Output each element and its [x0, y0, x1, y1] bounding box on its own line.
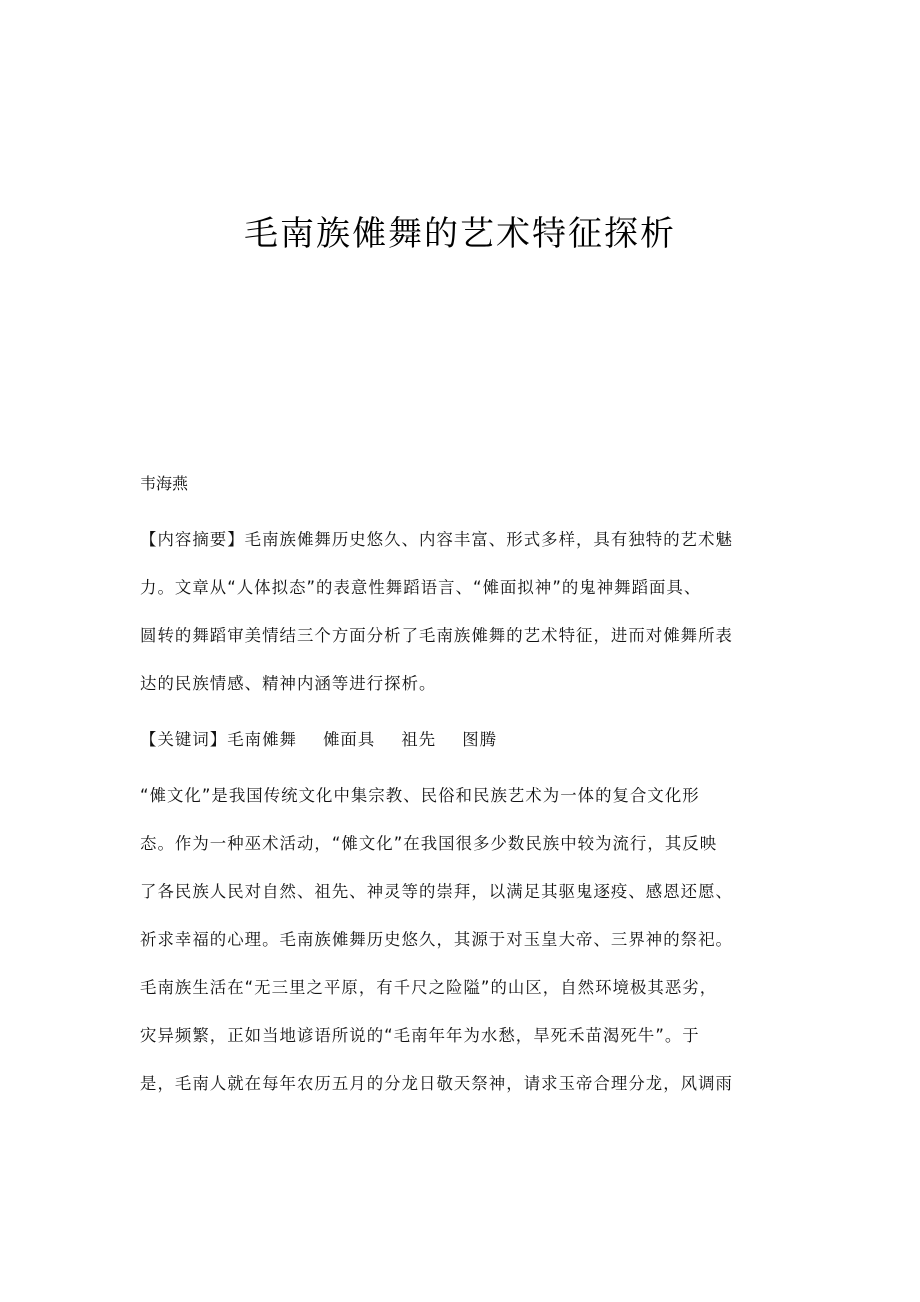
- body-line: 毛南族生活在“无三里之平原，有千尺之险隘”的山区，自然环境极其恶劣，: [140, 978, 718, 997]
- body-line: 灾异频繁，正如当地谚语所说的“毛南年年为水愁，旱死禾苗渴死牛”。于: [140, 1026, 700, 1045]
- abstract-line: 圆转的舞蹈审美情结三个方面分析了毛南族傩舞的艺术特征，进而对傩舞所表: [140, 626, 733, 645]
- body-paragraph: [140, 786, 780, 1122]
- body-line: 是，毛南人就在每年农历五月的分龙日敬天祭神，请求玉帝合理分龙，风调雨: [140, 1074, 733, 1093]
- abstract-line: 【内容摘要】毛南族傩舞历史悠久、内容丰富、形式多样，具有独特的艺术魅: [140, 530, 733, 549]
- keyword-item: 毛南傩舞: [227, 730, 297, 749]
- keyword-item: 图腾: [462, 730, 498, 749]
- body-line: “傩文化”是我国传统文化中集宗教、民俗和民族艺术为一体的复合文化形: [140, 786, 700, 805]
- author-name: 韦海燕: [140, 474, 189, 493]
- keyword-item: 祖先: [401, 730, 437, 749]
- document-title: 毛南族傩舞的艺术特征探析: [244, 214, 676, 254]
- body-line: 态。作为一种巫术活动，“傩文化”在我国很多少数民族中较为流行，其反映: [140, 834, 718, 853]
- keywords-label: 【关键词】: [140, 730, 228, 749]
- abstract-line: 达的民族情感、精神内涵等进行探析。: [140, 674, 437, 693]
- body-line: 祈求幸福的心理。毛南族傩舞历史悠久，其源于对玉皇大帝、三界神的祭祀。: [140, 930, 733, 949]
- body-line: 了各民族人民对自然、祖先、神灵等的崇拜，以满足其驱鬼逐疫、感恩还愿、: [140, 882, 733, 901]
- abstract-line: 力。文章从“人体拟态”的表意性舞蹈语言、“傩面拟神”的鬼神舞蹈面具、: [140, 578, 702, 597]
- keywords-row: [140, 730, 780, 778]
- keywords-line: [140, 730, 780, 778]
- keyword-item: 傩面具: [322, 730, 376, 749]
- abstract-paragraph: [140, 530, 780, 722]
